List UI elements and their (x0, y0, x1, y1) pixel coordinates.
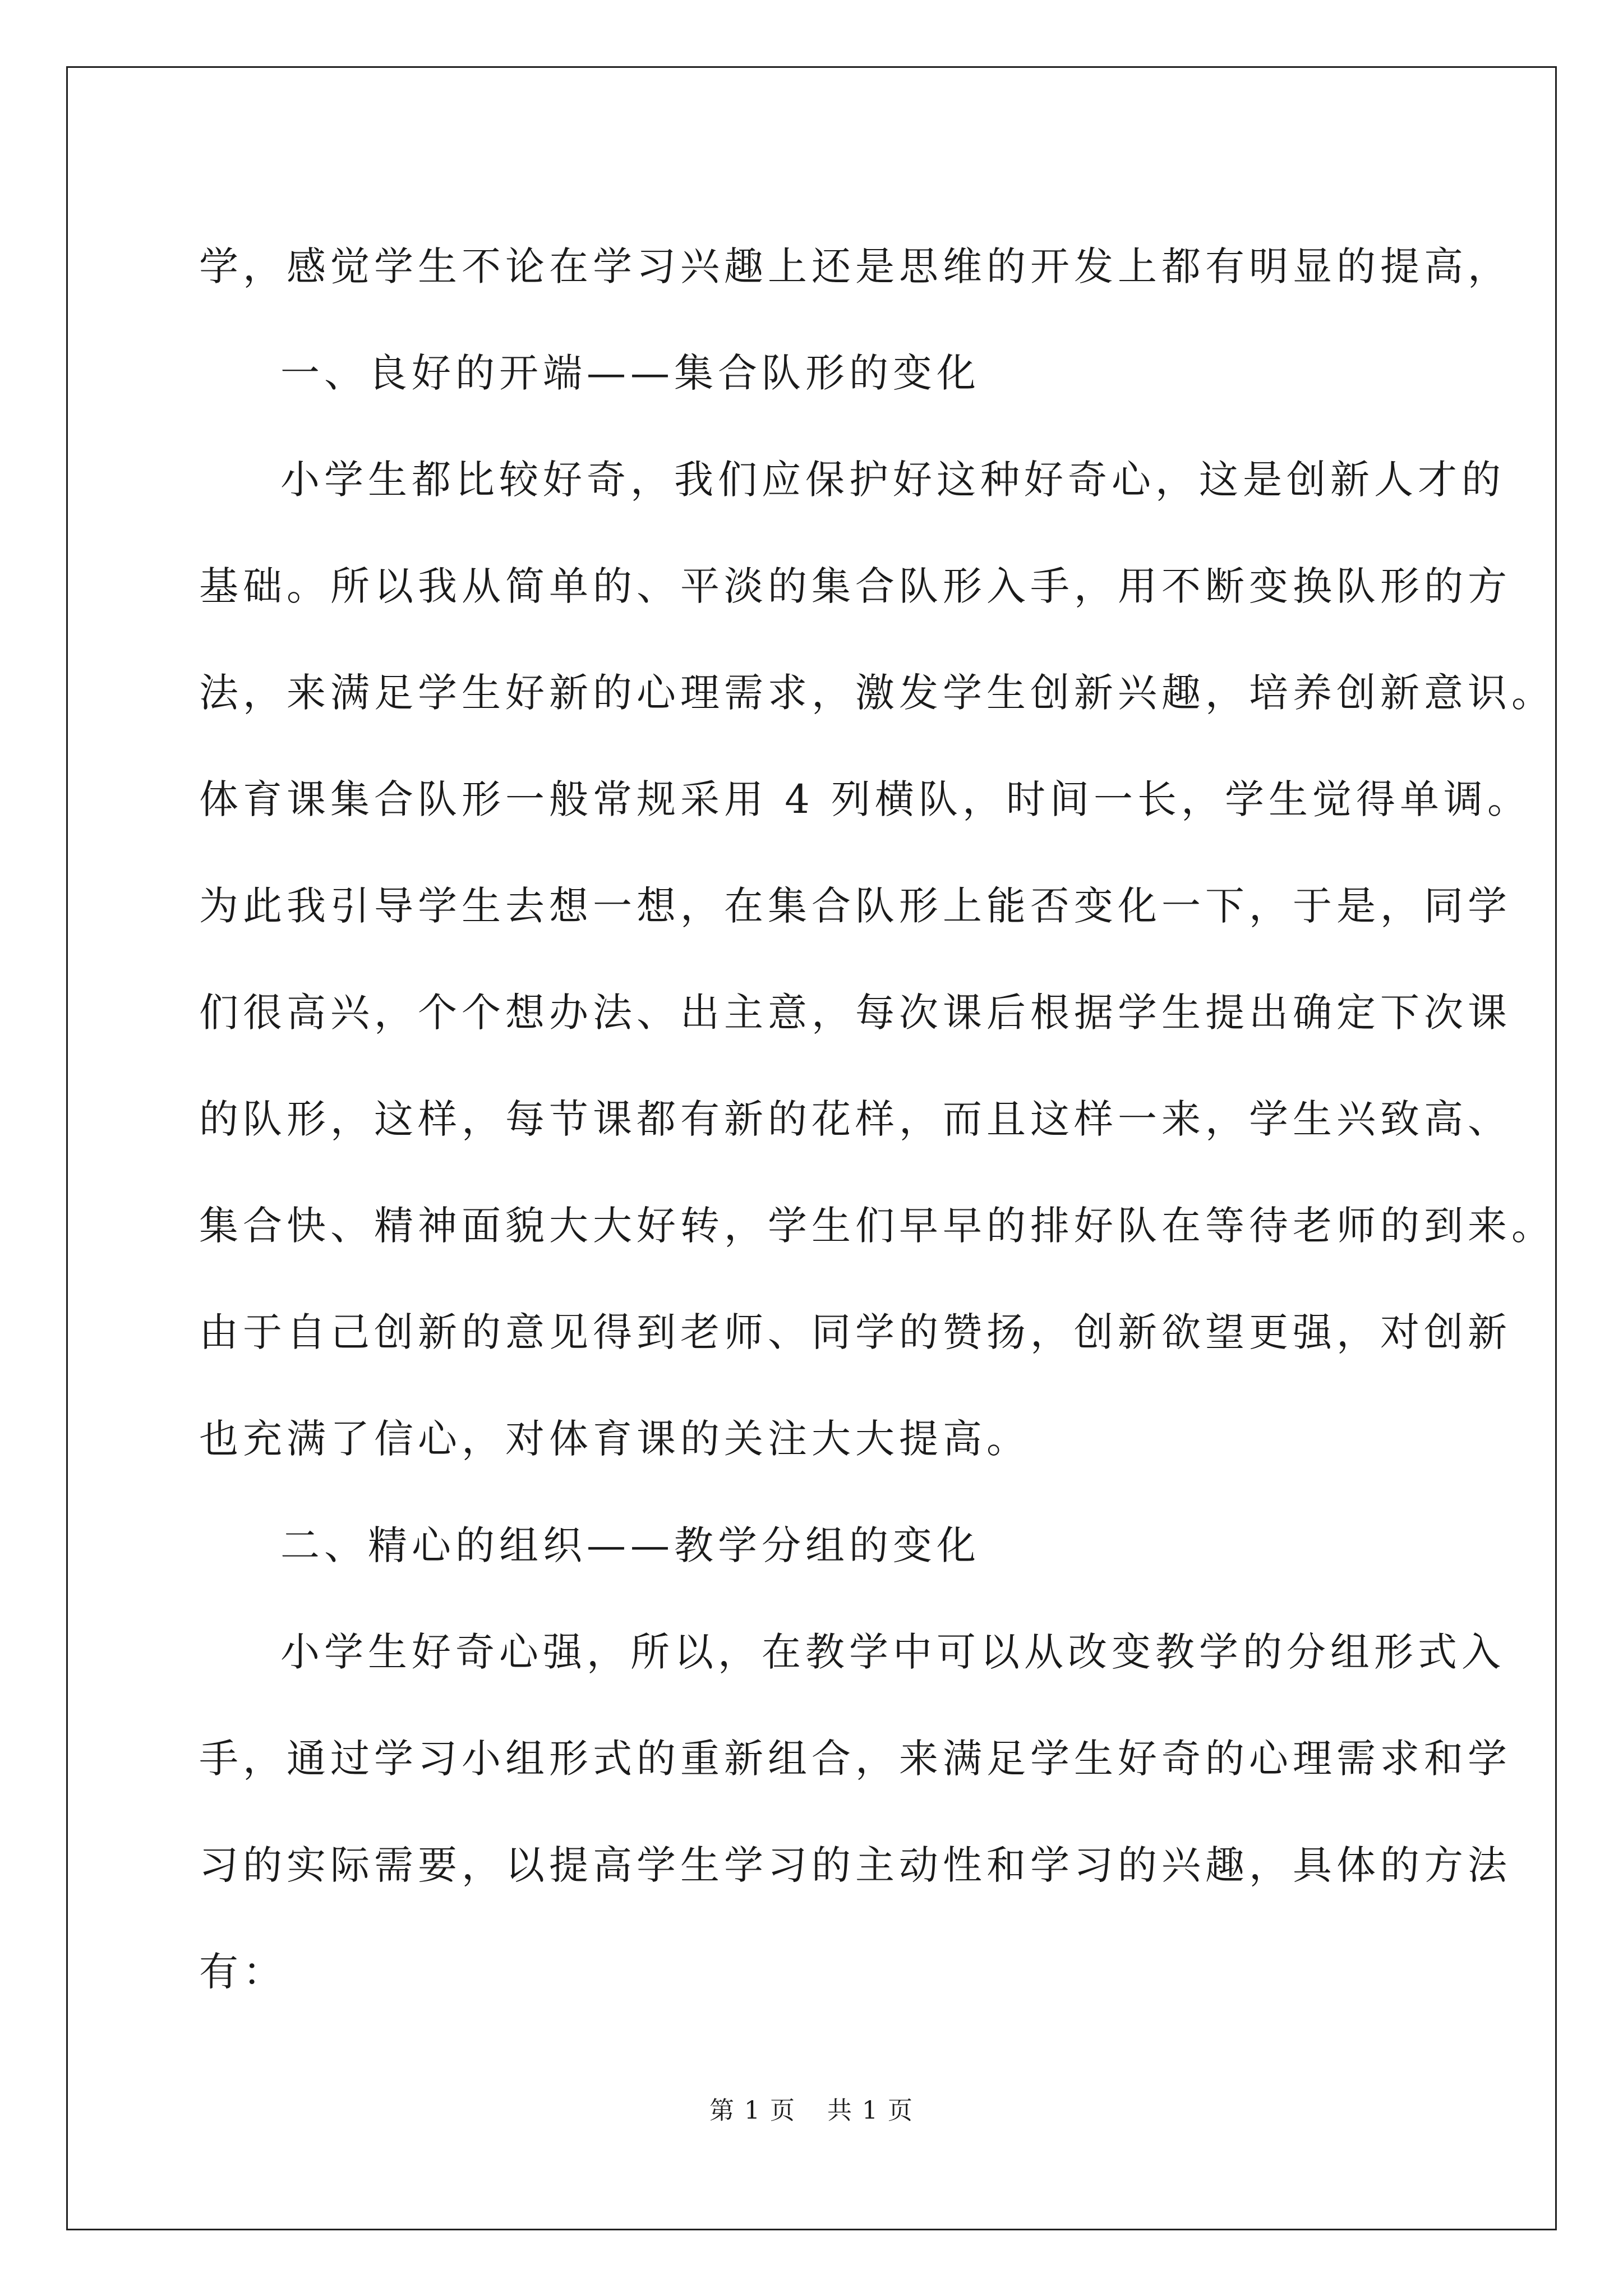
section-heading-2: 二、精心的组织——教学分组的变化 (280, 1522, 980, 1568)
text-line-12: 也充满了信心，对体育课的关注大大提高。 (199, 1416, 1030, 1462)
page-number: 第 1 页 (709, 2096, 796, 2125)
text-line-17: 有： (199, 1949, 287, 1995)
text-line-7: 为此我引导学生去想一想，在集合队形上能否变化一下，于是，同学 (199, 883, 1511, 929)
text-line-5: 法，来满足学生好新的心理需求，激发学生创新兴趣，培养创新意识。 (199, 670, 1555, 716)
text-line-16: 习的实际需要，以提高学生学习的主动性和学习的兴趣，具体的方法 (199, 1842, 1511, 1888)
text-line-14: 小学生好奇心强，所以，在教学中可以从改变教学的分组形式入 (280, 1629, 1505, 1675)
text-line-4: 基础。所以我从简单的、平淡的集合队形入手，用不断变换队形的方 (199, 563, 1511, 609)
text-line-6: 体育课集合队形一般常规采用 4 列横队，时间一长，学生觉得单调。 (199, 776, 1532, 822)
text-line-3: 小学生都比较好奇，我们应保护好这种好奇心，这是创新人才的 (280, 457, 1505, 503)
text-line-8: 们很高兴，个个想办法、出主意，每次课后根据学生提出确定下次课 (199, 990, 1511, 1036)
page-footer (0, 2090, 1623, 2126)
text-line-15: 手，通过学习小组形式的重新组合，来满足学生好奇的心理需求和学 (199, 1736, 1511, 1782)
text-line-9: 的队形，这样，每节课都有新的花样，而且这样一来，学生兴致高、 (199, 1096, 1511, 1142)
section-heading-1: 一、良好的开端——集合队形的变化 (280, 350, 980, 396)
text-line-1: 学，感觉学生不论在学习兴趣上还是思维的开发上都有明显的提高， (199, 243, 1511, 289)
text-line-11: 由于自己创新的意见得到老师、同学的赞扬，创新欲望更强，对创新 (199, 1309, 1511, 1355)
text-line-10: 集合快、精神面貌大大好转，学生们早早的排好队在等待老师的到来。 (199, 1203, 1555, 1249)
page-total: 共 1 页 (827, 2096, 914, 2125)
document-body (199, 213, 1555, 2025)
